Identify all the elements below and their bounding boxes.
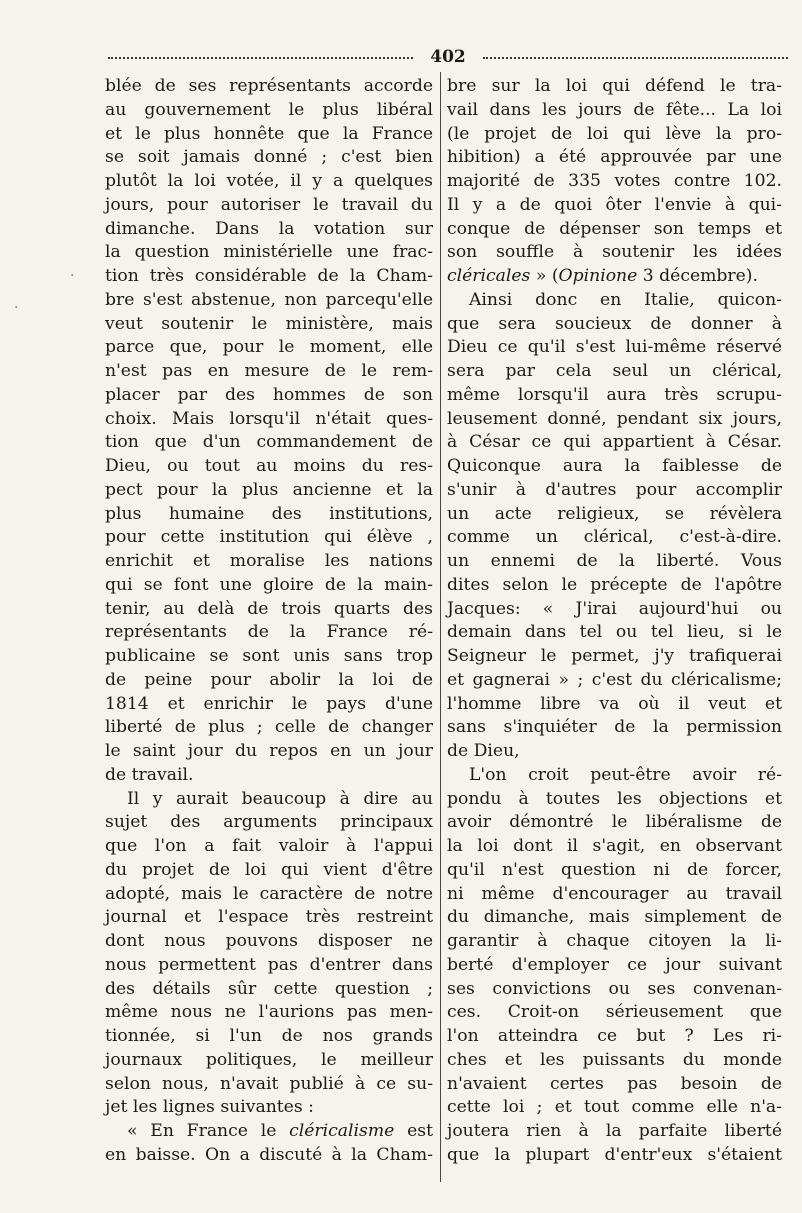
text-line	[105, 1120, 433, 1144]
text-run: joutera rien à la parfaite liberté	[447, 1121, 782, 1141]
text-line	[447, 1001, 782, 1025]
text-run: choix. Mais lorsqu'il n'était ques-	[105, 408, 433, 429]
text-line	[447, 835, 782, 859]
text-run: Il y a de quoi ôter l'envie à qui-	[447, 194, 782, 215]
text-run: du projet de loi qui vient d'être	[105, 859, 433, 880]
text-line	[105, 170, 433, 194]
text-run: Il y aurait beaucoup à dire au	[127, 788, 433, 809]
text-line	[105, 1096, 433, 1120]
text-run: (le projet de loi qui lève la pro-	[447, 123, 782, 144]
text-run: pour cette institution qui élève ,	[105, 527, 433, 548]
text-line	[447, 574, 782, 598]
text-run: comme un clérical, c'est-à-dire.	[447, 527, 782, 548]
text-run: bre s'est abstenue, non parcequ'elle	[105, 289, 433, 310]
text-run: s'unir à d'autres pour accomplir	[447, 479, 782, 500]
text-run: garantir à chaque citoyen la li-	[447, 931, 782, 951]
text-line	[447, 954, 782, 978]
text-run: sujet des arguments principaux	[105, 812, 433, 833]
text-line	[447, 550, 782, 574]
text-line	[105, 954, 433, 978]
text-line	[447, 740, 782, 764]
text-run: veut soutenir le ministère, mais	[105, 313, 433, 334]
text-run: jet les lignes suivantes :	[105, 1097, 314, 1118]
text-line	[447, 123, 782, 147]
text-line	[105, 1073, 433, 1097]
text-run: sera par cela seul un clérical,	[447, 361, 782, 381]
text-line	[105, 574, 433, 598]
text-line	[447, 503, 782, 527]
text-run: sans s'inquiéter de la permission	[447, 717, 782, 738]
text-run: leusement donné, pendant six jours,	[447, 408, 782, 429]
text-line	[447, 811, 782, 835]
italic-run: Opinione	[558, 266, 638, 286]
text-run: du dimanche, mais simplement de	[447, 907, 782, 928]
text-run: et le plus honnête que la France	[105, 123, 433, 144]
text-line	[105, 859, 433, 883]
text-run: 3 décembre).	[637, 266, 758, 286]
text-line	[447, 788, 782, 812]
text-line	[105, 431, 433, 455]
text-line	[105, 218, 433, 242]
text-run: Quiconque aura la faiblesse de	[447, 456, 782, 476]
text-line	[105, 99, 433, 123]
text-line	[105, 811, 433, 835]
italic-run: cléricalisme	[289, 1121, 395, 1141]
text-line	[447, 693, 782, 717]
text-run: de travail.	[105, 764, 194, 785]
text-run: Seigneur le permet, j'y trafiquerai	[447, 646, 782, 666]
text-line	[105, 289, 433, 313]
text-run: tion très considérable de la Cham-	[105, 266, 433, 286]
header-rule-right	[483, 57, 788, 59]
text-line	[447, 598, 782, 622]
text-line	[105, 146, 433, 170]
text-run: dites selon le précepte de l'apôtre	[447, 574, 782, 595]
text-run: à César ce qui appartient à César.	[447, 432, 782, 453]
text-run: en baisse. On a discuté à la Cham-	[105, 1144, 433, 1165]
text-line	[447, 479, 782, 503]
text-run: ches et les puissants du monde	[447, 1049, 782, 1070]
text-run: journaux politiques, le meilleur	[105, 1049, 433, 1070]
text-line	[105, 1049, 433, 1073]
text-line	[105, 313, 433, 337]
text-run: et gagnerai » ; c'est du cléricalisme;	[447, 669, 782, 690]
text-line	[447, 1120, 782, 1144]
text-run: son souffle à soutenir les idées	[447, 242, 782, 263]
text-line	[447, 526, 782, 550]
text-line	[447, 1025, 782, 1049]
header-rule-left	[108, 57, 413, 59]
text-line	[447, 384, 782, 408]
text-line	[447, 431, 782, 455]
text-line	[447, 75, 782, 99]
text-run: ni même d'encourager au travail	[447, 883, 782, 904]
text-line	[105, 408, 433, 432]
text-run: un acte religieux, se révèlera	[447, 503, 782, 524]
text-run: tenir, au delà de trois quarts des	[105, 598, 433, 619]
text-run: le saint jour du repos en un jour	[105, 741, 433, 761]
text-line	[105, 835, 433, 859]
text-line	[447, 716, 782, 740]
text-line	[447, 669, 782, 693]
text-line	[447, 336, 782, 360]
text-run: cette loi ; et tout comme elle n'a-	[447, 1097, 782, 1118]
text-line	[105, 526, 433, 550]
text-run: de Dieu,	[447, 741, 520, 761]
text-line	[447, 194, 782, 218]
text-run: 1814 et enrichir le pays d'une	[105, 693, 433, 714]
text-line	[105, 740, 433, 764]
text-run: de peine pour abolir la loi de	[105, 669, 433, 690]
print-speck: ·	[14, 300, 19, 316]
text-line	[105, 978, 433, 1002]
text-line	[447, 1096, 782, 1120]
text-line	[447, 146, 782, 170]
text-line	[447, 408, 782, 432]
text-line	[105, 479, 433, 503]
text-line	[447, 1049, 782, 1073]
text-line	[105, 930, 433, 954]
text-run: la question ministérielle une frac-	[105, 242, 433, 263]
text-run: « En France le	[127, 1121, 290, 1141]
text-line	[105, 75, 433, 99]
text-line	[105, 645, 433, 669]
text-run: l'homme libre va où il veut et	[447, 693, 782, 714]
text-run: ses convictions ou ses convenan-	[447, 978, 782, 999]
text-run: » (	[530, 266, 559, 286]
text-run: vail dans les jours de fête... La loi	[447, 99, 782, 120]
text-run: berté d'employer ce jour suivant	[447, 954, 782, 975]
text-run: dimanche. Dans la votation sur	[105, 218, 433, 239]
text-run: pondu à toutes les objections et	[447, 788, 782, 809]
text-run: plus humaine des institutions,	[105, 503, 433, 524]
text-run: L'on croit peut-être avoir ré-	[469, 764, 782, 785]
text-run: même lorsqu'il aura très scrupu-	[447, 384, 782, 405]
text-run: qu'il n'est question ni de forcer,	[447, 859, 782, 880]
text-line	[447, 170, 782, 194]
text-line	[447, 645, 782, 669]
text-line	[447, 99, 782, 123]
text-run: que la plupart d'entr'eux s'étaient	[447, 1144, 782, 1165]
text-run: demain dans tel ou tel lieu, si le	[447, 622, 782, 643]
text-run: blée de ses représentants accorde	[105, 76, 433, 96]
text-line	[105, 241, 433, 265]
text-line	[105, 384, 433, 408]
text-line	[105, 336, 433, 360]
text-run: au gouvernement le plus libéral	[105, 99, 433, 120]
text-line	[447, 883, 782, 907]
text-line	[105, 1025, 433, 1049]
text-run: adopté, mais le caractère de notre	[105, 883, 433, 904]
column-divider	[440, 72, 441, 1182]
text-run: même nous ne l'aurions pas men-	[105, 1002, 433, 1023]
text-run: la loi dont il s'agit, en observant	[447, 836, 782, 856]
text-run: Dieu ce qu'il s'est lui-même réservé	[447, 337, 782, 358]
text-line	[105, 906, 433, 930]
text-run: tionnée, si l'un de nos grands	[105, 1026, 433, 1046]
text-run: parce que, pour le moment, elle	[105, 337, 433, 358]
text-run: des détails sûr cette question ;	[105, 978, 433, 999]
text-line	[105, 1144, 433, 1168]
text-line	[447, 1073, 782, 1097]
text-line	[105, 503, 433, 527]
text-line	[447, 218, 782, 242]
text-line	[447, 1144, 782, 1168]
text-line	[447, 313, 782, 337]
text-line	[447, 360, 782, 384]
text-run: l'on atteindra ce but ? Les ri-	[447, 1026, 782, 1046]
text-run: nous permettent pas d'entrer dans	[105, 954, 433, 975]
page-header	[108, 46, 788, 68]
text-line	[447, 289, 782, 313]
text-line	[447, 859, 782, 883]
text-run: n'avaient certes pas besoin de	[447, 1073, 782, 1094]
text-line	[447, 764, 782, 788]
text-run: selon nous, n'avait publié à ce su-	[105, 1073, 433, 1094]
text-line	[105, 265, 433, 289]
text-run: pect pour la plus ancienne et la	[105, 479, 433, 500]
text-line	[105, 764, 433, 788]
text-line	[105, 788, 433, 812]
text-line	[105, 194, 433, 218]
text-run: jours, pour autoriser le travail du	[105, 194, 433, 215]
text-line	[105, 621, 433, 645]
text-run: conque de dépenser son temps et	[447, 218, 782, 239]
text-run: qui se font une gloire de la main-	[105, 574, 433, 595]
text-run: représentants de la France ré-	[105, 622, 433, 643]
text-run: placer par des hommes de son	[105, 384, 433, 405]
text-line	[447, 241, 782, 265]
text-line	[105, 123, 433, 147]
text-run: Dieu, ou tout au moins du res-	[105, 456, 433, 476]
text-run: un ennemi de la liberté. Vous	[447, 551, 782, 571]
text-run: se soit jamais donné ; c'est bien	[105, 147, 433, 168]
italic-run: cléricales	[447, 266, 531, 286]
text-run: majorité de 335 votes contre 102.	[447, 171, 782, 191]
page-number: 402	[430, 47, 466, 67]
text-line	[105, 716, 433, 740]
text-run: ces. Croit-on sérieusement que	[447, 1002, 782, 1023]
text-column-right	[447, 75, 782, 1168]
text-line	[447, 455, 782, 479]
text-run: liberté de plus ; celle de changer	[105, 717, 433, 738]
text-line	[447, 265, 782, 289]
text-run: hibition) a été approuvée par une	[447, 147, 782, 168]
text-line	[105, 360, 433, 384]
text-run: bre sur la loi qui défend le tra-	[447, 76, 782, 96]
text-line	[447, 978, 782, 1002]
print-speck: ·	[70, 268, 75, 284]
text-run: Ainsi donc en Italie, quicon-	[469, 289, 782, 310]
text-run: est	[394, 1121, 433, 1141]
text-line	[447, 930, 782, 954]
text-column-left	[105, 75, 433, 1168]
text-line	[105, 1001, 433, 1025]
text-line	[447, 621, 782, 645]
text-run: tion que d'un commandement de	[105, 432, 433, 453]
text-run: avoir démontré le libéralisme de	[447, 812, 782, 833]
text-run: journal et l'espace très restreint	[105, 907, 433, 928]
text-line	[105, 883, 433, 907]
text-line	[447, 906, 782, 930]
text-run: plutôt la loi votée, il y a quelques	[105, 171, 433, 191]
text-line	[105, 550, 433, 574]
text-run: enrichit et moralise les nations	[105, 551, 433, 571]
text-run: Jacques: « J'irai aujourd'hui ou	[447, 598, 782, 619]
text-line	[105, 455, 433, 479]
text-run: que sera soucieux de donner à	[447, 313, 782, 334]
text-run: n'est pas en mesure de le rem-	[105, 361, 433, 381]
text-run: dont nous pouvons disposer ne	[105, 931, 433, 951]
text-run: publicaine se sont unis sans trop	[105, 646, 433, 666]
text-line	[105, 598, 433, 622]
text-line	[105, 669, 433, 693]
text-line	[105, 693, 433, 717]
text-run: que l'on a fait valoir à l'appui	[105, 836, 433, 856]
